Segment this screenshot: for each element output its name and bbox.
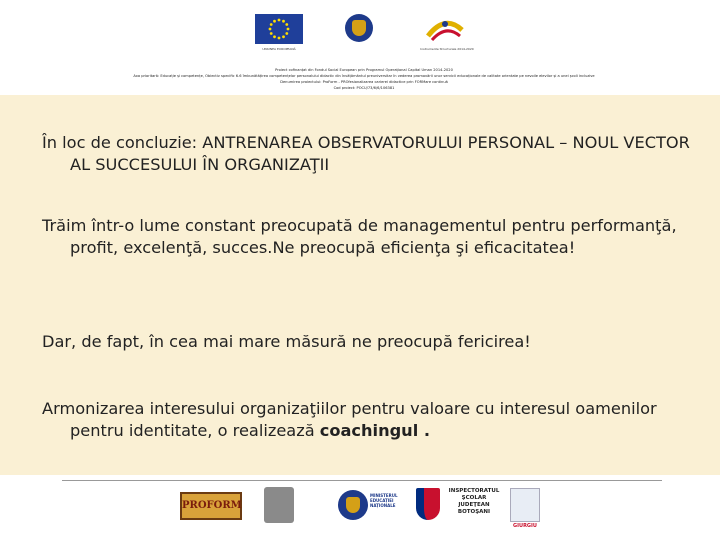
isj-label: INSPECTORATUL ŞCOLAR JUDEŢEAN BOTOŞANI (448, 488, 500, 515)
eu-logo-caption: UNIUNEA EUROPEANĂ (262, 47, 296, 51)
structural-funds-logo (420, 10, 470, 50)
paragraph-performance: Trăim într-o lume constant preocupată de managementul pentru performanţă, profit, excelenţă, succes.Ne preocupă eficienţa şi eficacitatea! (42, 216, 677, 257)
slide-title: În loc de concluzie: ANTRENAREA OBSERVATORULUI PERSONAL – NOUL VECTOR AL SUCCESULUI ÎN ORGANIZAŢII (42, 133, 690, 174)
project-info-line: Proiect cofinanțat din Fondul Social European prin Programul Operațional Capital Uman 2014-2020 (275, 68, 453, 72)
coat-of-arms-icon (352, 20, 366, 36)
paragraph-coaching-text: Armonizarea interesului organizaţiilor pentru valoare cu interesul oamenilor pentru identitate, o realizează (42, 399, 657, 440)
eu-stars-icon (255, 14, 303, 44)
proform-logo: PROFORM (180, 492, 242, 520)
structural-funds-icon (420, 10, 470, 50)
giurgiu-logo (510, 488, 540, 522)
paragraph-coaching (42, 398, 710, 442)
project-axis-line: Axa prioritară: Educație și competențe, Obiectiv specific 6.6 Îmbunătățirea competențelor personalului didactic din învățământul preuniversitar în vederea promovării unor servicii educaționale de calitate orientate pe nevoile elevilor și a unei școli incluzive (133, 74, 595, 78)
footer-divider (62, 480, 662, 481)
fse-logo-caption: Instrumente Structurale 2014-2020 (420, 47, 474, 51)
county-crest-logo (416, 488, 440, 520)
ministry-label: MINISTERUL EDUCAȚIEI NAȚIONALE (370, 493, 398, 508)
portrait-logo (264, 487, 294, 523)
coaching-keyword: coachingul . (319, 421, 431, 440)
eu-flag-logo (255, 14, 303, 44)
ministry-coat-of-arms-icon (346, 497, 360, 513)
project-name-line: Denumirea proiectului: ProForm - PROfesionalizarea carierei didactice prin FORMare continuă (280, 80, 448, 84)
project-code-line: Cod proiect: POCU/73/6/6/106381 (333, 86, 395, 90)
paragraph-happiness: Dar, de fapt, în cea mai mare măsură ne preocupă fericirea! (42, 332, 531, 351)
giurgiu-label: GIURGIU (513, 523, 537, 529)
